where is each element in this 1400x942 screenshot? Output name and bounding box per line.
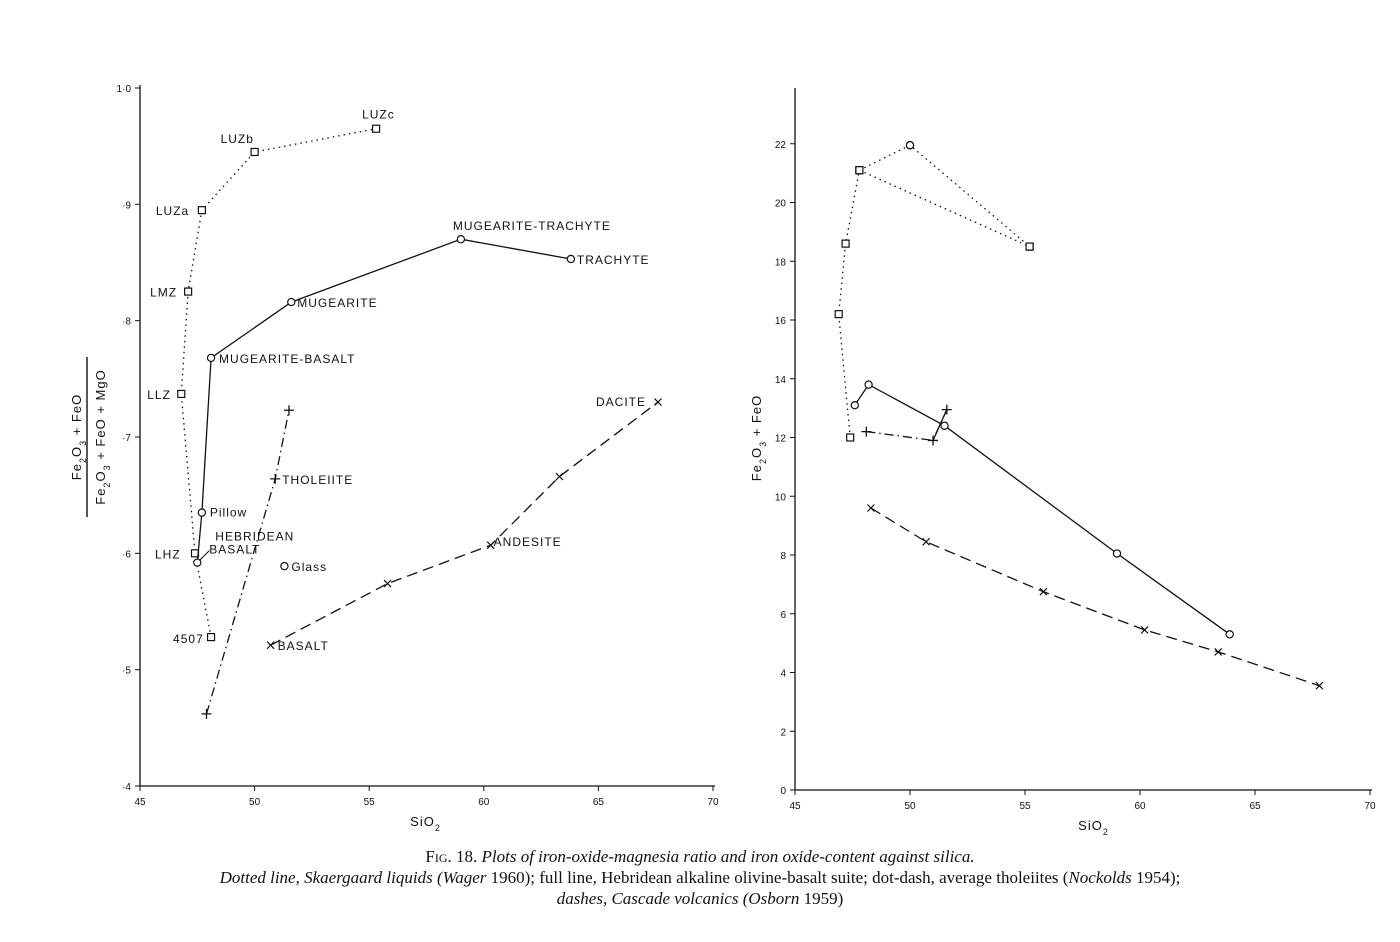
cross-marker [923, 538, 930, 545]
square-marker [178, 390, 185, 397]
caption-line-3 [0, 888, 1400, 909]
y-label-text: $Fe_2O_3$ + FeO [749, 394, 768, 482]
left-chart [69, 84, 719, 833]
y-tick-label: ·9 [122, 200, 131, 212]
cross-marker [267, 642, 274, 649]
x-axis-label: SiO$_2$ [1078, 818, 1109, 837]
series-line [181, 129, 376, 637]
square-marker [835, 311, 842, 318]
point-label: LUZc [362, 107, 395, 122]
caption-title: Plots of iron-oxide-magnesia ratio and iron oxide-content against silica. [481, 847, 975, 866]
point-label: MUGEARITE-TRACHYTE [452, 219, 611, 234]
square-marker [251, 148, 258, 155]
cross-marker [384, 580, 391, 587]
x-tick-label: 70 [707, 797, 719, 808]
point-label: LLZ [147, 387, 171, 402]
plus-marker [284, 405, 294, 415]
point-label: TRACHYTE [576, 253, 650, 268]
plus-marker [861, 427, 871, 437]
point-label: Glass [291, 560, 328, 575]
point-label: DACITE [595, 395, 647, 410]
square-marker [856, 167, 863, 174]
y-label-denominator: $Fe_2O_3$ + FeO + MgO [93, 369, 112, 505]
circle-marker [457, 236, 464, 243]
y-tick-label: 4 [780, 668, 786, 680]
caption-line2-a: Dotted line, Skaergaard liquids ( [219, 868, 443, 887]
cross-marker [1316, 682, 1323, 689]
y-tick-label: 12 [774, 433, 786, 445]
cross-marker [867, 505, 874, 512]
x-tick-label: 50 [904, 801, 916, 812]
y-tick-label: ·4 [122, 782, 131, 793]
point-label: LUZa [155, 204, 190, 219]
series-line [855, 385, 1230, 635]
x-tick-label: 50 [249, 797, 261, 808]
square-marker [185, 288, 192, 295]
series-line [197, 239, 571, 562]
x-tick-label: 60 [478, 797, 490, 808]
plus-marker [270, 474, 280, 484]
point-label: MUGEARITE-BASALT [219, 351, 356, 366]
circle-marker [941, 422, 948, 429]
square-marker [208, 634, 215, 641]
x-tick-label: 60 [1134, 801, 1146, 812]
cross-marker [1040, 588, 1047, 595]
cross-marker [1215, 648, 1222, 655]
point-label: BASALT [277, 639, 329, 654]
y-tick-label: 20 [774, 198, 786, 210]
y-tick-label: 18 [774, 257, 786, 269]
circle-marker [281, 563, 288, 570]
caption-wager: Wager [442, 868, 487, 887]
x-tick-label: 70 [1364, 801, 1376, 812]
caption-line2-c: 1954); [1131, 868, 1181, 887]
point-label: 4507 [173, 632, 204, 647]
circle-marker [906, 142, 913, 149]
series-line [859, 145, 1029, 246]
point-label: BASALT [209, 542, 261, 557]
y-tick-label: 0 [780, 786, 786, 797]
circle-marker [198, 509, 205, 516]
point-label: Pillow [209, 505, 248, 520]
circle-marker [567, 255, 574, 262]
y-tick-label: ·7 [122, 433, 131, 444]
circle-marker [207, 354, 214, 361]
point-label: ANDESITE [493, 535, 562, 550]
y-tick-label: ·5 [122, 665, 131, 677]
y-tick-label: 8 [780, 551, 786, 562]
y-tick-label: 6 [780, 609, 786, 621]
caption-osborn: Osborn [748, 889, 800, 908]
caption-line-2 [0, 867, 1400, 888]
caption-line-1 [0, 846, 1400, 867]
x-tick-label: 65 [1249, 801, 1261, 812]
square-marker [373, 125, 380, 132]
y-tick-label: 16 [774, 316, 786, 327]
series-line [271, 402, 658, 645]
figure-caption [0, 846, 1400, 909]
y-tick-label: 10 [774, 492, 786, 504]
caption-line3-a: dashes, Cascade volcanics ( [556, 889, 749, 908]
y-label-numerator: $Fe_2O_3$ + FeO [69, 393, 88, 481]
circle-marker [1113, 550, 1120, 557]
caption-line2-b: 1960); full line, Hebridean alkaline olivine-basalt suite; dot-dash, average tholeiites ( [486, 868, 1069, 887]
point-label: MUGEARITE [297, 296, 378, 311]
y-tick-label: 22 [774, 139, 786, 151]
square-marker [847, 434, 854, 441]
y-tick-label: 2 [780, 727, 786, 739]
point-label: LUZb [220, 131, 254, 146]
x-axis-label: SiO$_2$ [410, 814, 441, 833]
y-tick-label: ·6 [122, 549, 131, 561]
caption-line3-b: 1959) [799, 889, 844, 908]
series-line [839, 170, 1030, 437]
right-chart [749, 88, 1376, 837]
circle-marker [865, 381, 872, 388]
x-tick-label: 45 [134, 797, 146, 808]
point-label: LHZ [155, 547, 181, 562]
x-tick-label: 55 [1019, 801, 1031, 812]
x-tick-label: 55 [363, 797, 375, 808]
x-tick-label: 65 [592, 797, 604, 808]
square-marker [1026, 243, 1033, 250]
caption-nockolds: Nockolds [1068, 868, 1132, 887]
circle-marker [288, 298, 295, 305]
y-axis-label [69, 357, 112, 517]
point-label: THOLEIITE [282, 472, 354, 487]
plus-marker [201, 709, 211, 719]
square-marker [842, 240, 849, 247]
y-axis-label [749, 395, 768, 481]
square-marker [198, 207, 205, 214]
y-tick-label: 1·0 [116, 84, 131, 95]
x-tick-label: 45 [789, 801, 801, 812]
series-line [207, 410, 290, 714]
point-label: HEBRIDEAN [215, 529, 295, 544]
circle-marker [851, 402, 858, 409]
cross-marker [1141, 626, 1148, 633]
y-tick-label: ·8 [122, 316, 131, 328]
y-tick-label: 14 [774, 374, 786, 386]
caption-fig-label: Fig. 18. [425, 847, 478, 866]
series-line [871, 508, 1320, 686]
cross-marker [556, 473, 563, 480]
cross-marker [654, 399, 661, 406]
label-leader [199, 551, 209, 561]
point-label: LMZ [150, 285, 178, 300]
circle-marker [1226, 631, 1233, 638]
